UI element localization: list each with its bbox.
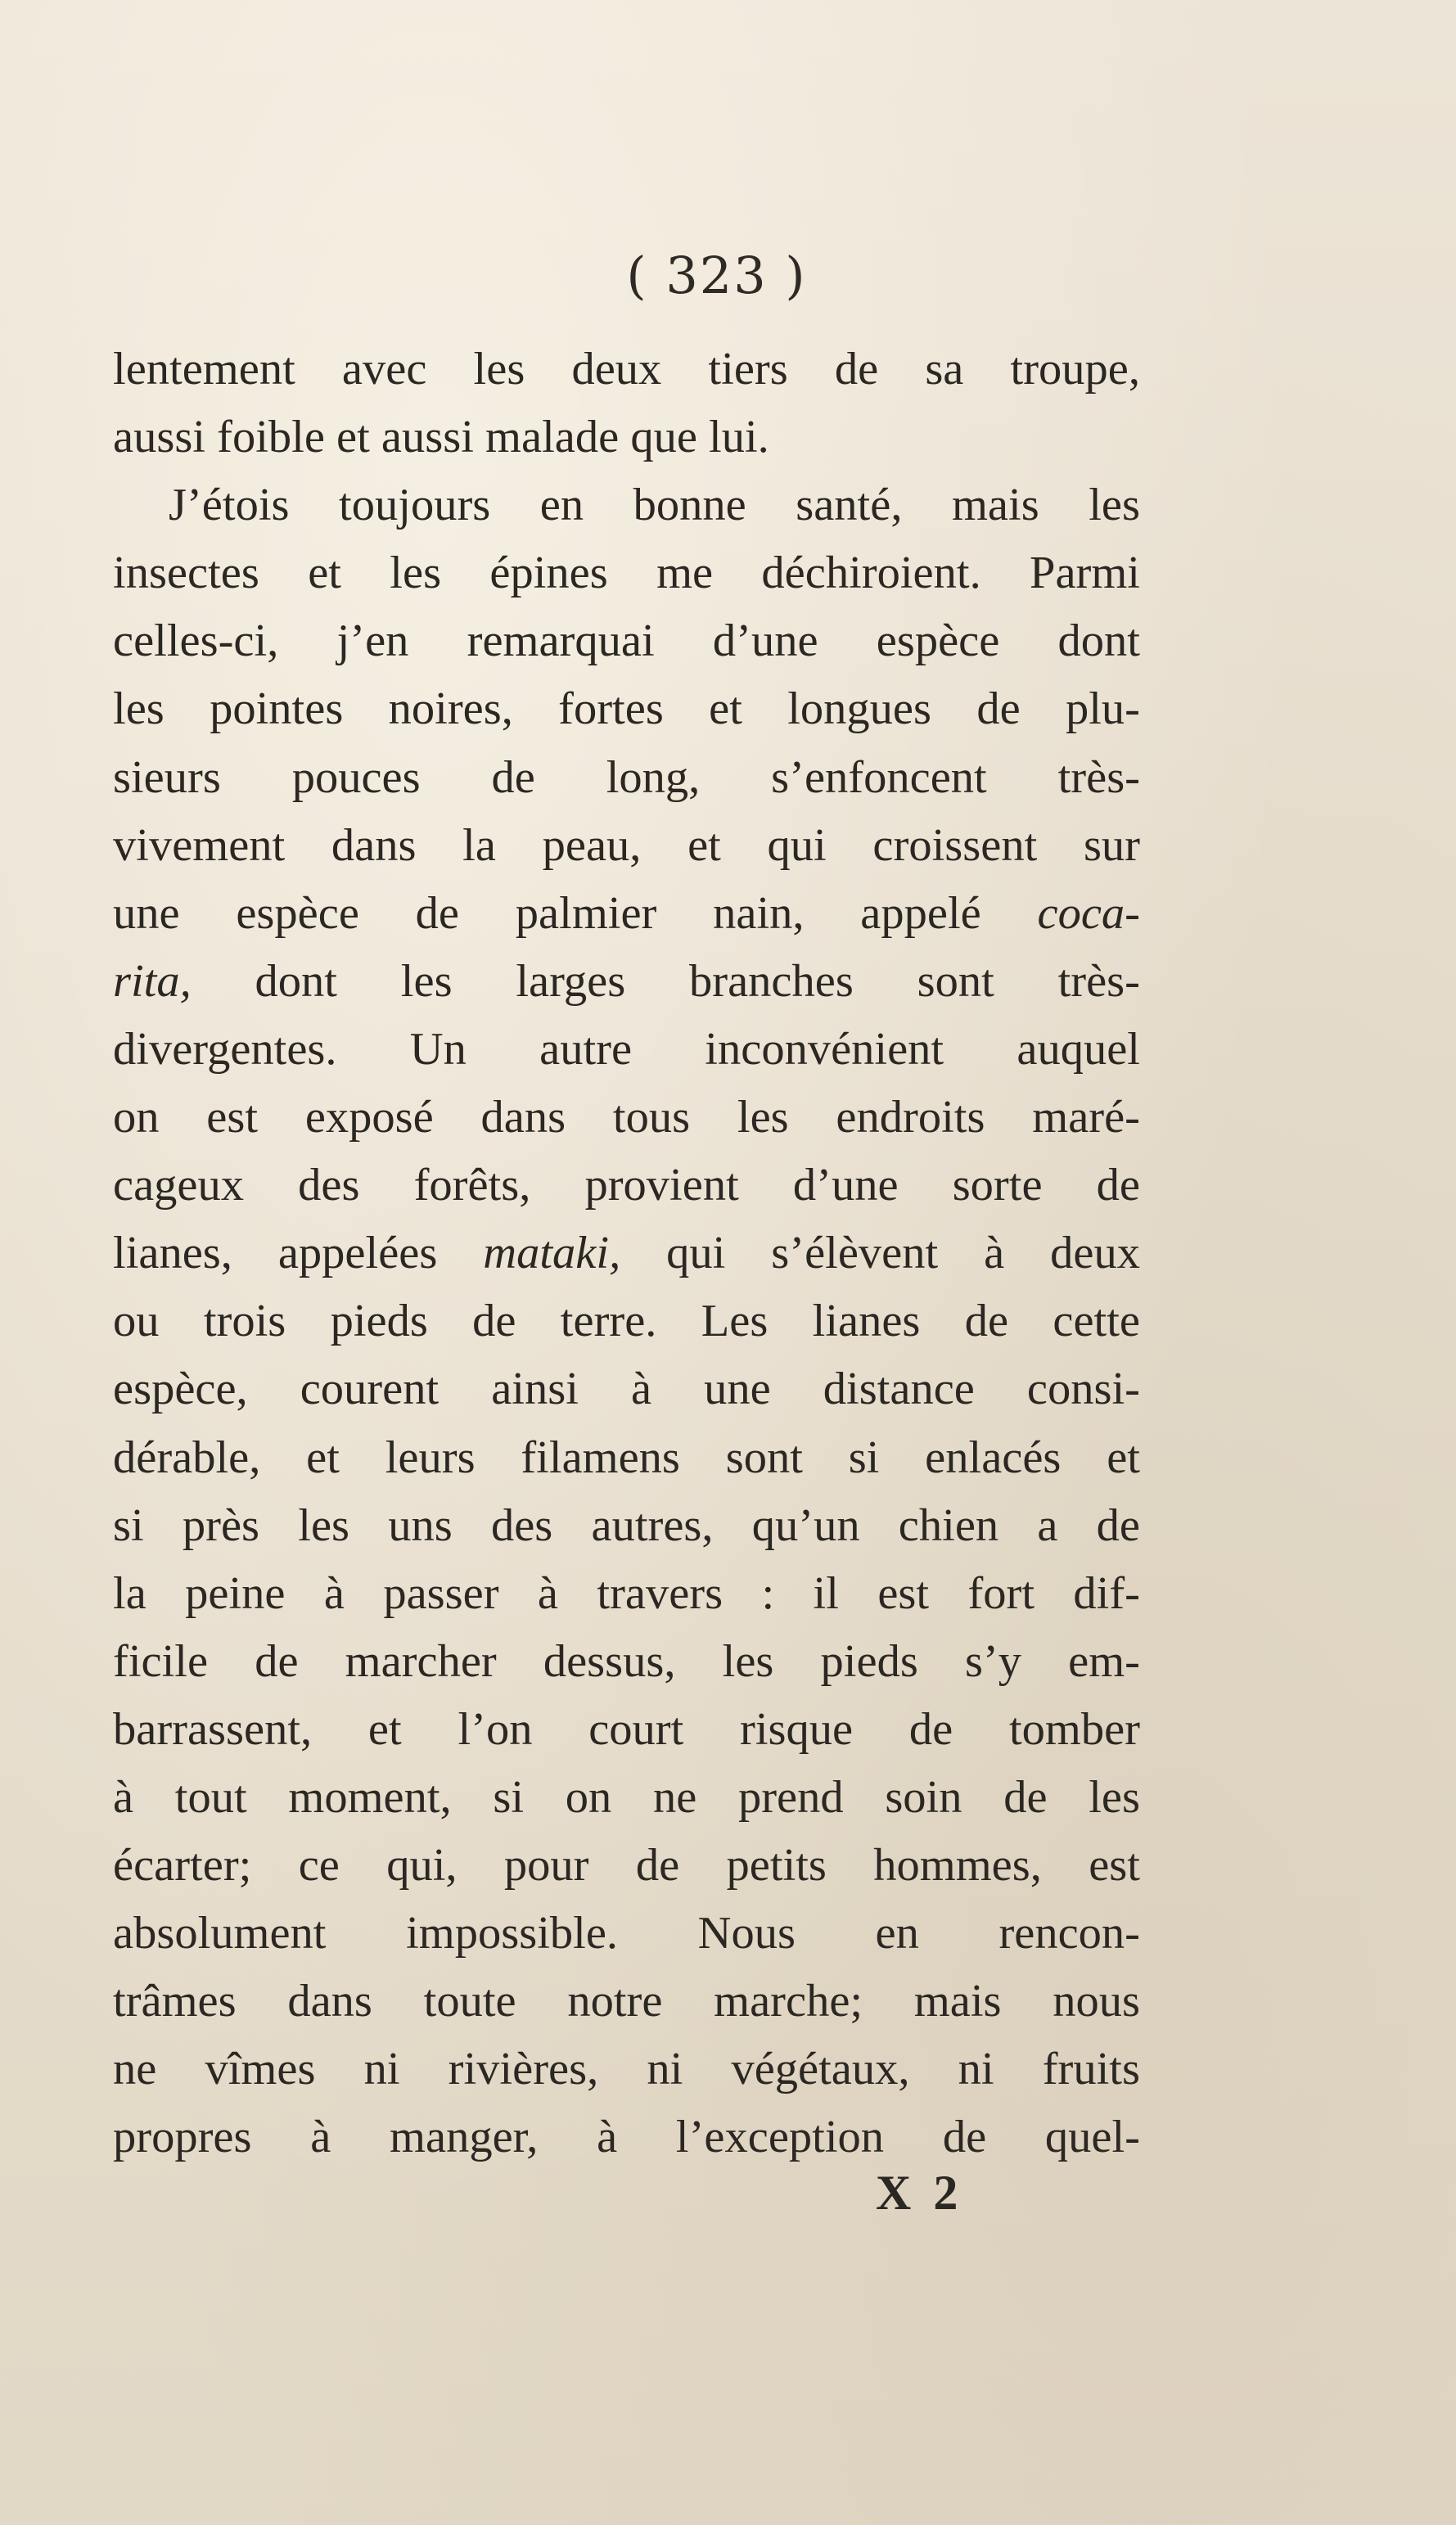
text-line: insectes et les épines me déchiroient. Parmi — [113, 548, 1140, 599]
text-line: espèce, courent ainsi à une distance consi- — [113, 1364, 1140, 1415]
body-text — [113, 336, 1140, 2172]
text-line: vivement dans la peau, et qui croissent sur — [113, 819, 1140, 871]
text-line: rita, dont les larges branches sont très- — [113, 955, 1140, 1007]
italic-term: coca- — [1037, 887, 1140, 939]
text-line: trâmes dans toute notre marche; mais nous — [113, 1976, 1140, 2027]
text-line: on est exposé dans tous les endroits maré- — [113, 1092, 1140, 1143]
text-line: cageux des forêts, provient d’une sorte de — [113, 1160, 1140, 1211]
text-line: propres à manger, à l’exception de quel- — [113, 2112, 1140, 2163]
italic-term: mataki, — [483, 1228, 621, 1279]
text-line: lianes, appelées mataki, qui s’élèvent à deux — [113, 1228, 1140, 1279]
text-line: absolument impossible. Nous en rencon- — [113, 1908, 1140, 1959]
text-line: à tout moment, si on ne prend soin de les — [113, 1771, 1140, 1823]
text-line: divergentes. Un autre inconvénient auquel — [113, 1023, 1140, 1075]
text-line: celles-ci, j’en remarquai d’une espèce dont — [113, 615, 1140, 667]
text-line: barrassent, et l’on court risque de tomber — [113, 1703, 1140, 1755]
text-line: une espèce de palmier nain, appelé coca- — [113, 887, 1140, 939]
text-line: écarter; ce qui, pour de petits hommes, est — [113, 1840, 1140, 1891]
text-line: J’étois toujours en bonne santé, mais les — [169, 480, 1140, 531]
signature-mark: X 2 — [876, 2166, 963, 2220]
text-line: aussi foible et aussi malade que lui. — [113, 412, 769, 463]
text-line: si près les uns des autres, qu’un chien a de — [113, 1499, 1140, 1551]
italic-term: rita, — [113, 955, 192, 1007]
text-line: ou trois pieds de terre. Les lianes de cette — [113, 1296, 1140, 1347]
text-line: la peine à passer à travers : il est fort dif- — [113, 1567, 1140, 1619]
text-line: ne vîmes ni rivières, ni végétaux, ni fruits — [113, 2044, 1140, 2095]
text-line: les pointes noires, fortes et longues de plu- — [113, 683, 1140, 735]
page-number-header: ( 323 ) — [626, 246, 807, 305]
text-line: lentement avec les deux tiers de sa troupe, — [113, 344, 1140, 395]
text-line: sieurs pouces de long, s’enfoncent très- — [113, 751, 1140, 803]
text-line: ficile de marcher dessus, les pieds s’y em- — [113, 1635, 1140, 1687]
text-line: dérable, et leurs filamens sont si enlacés et — [113, 1432, 1140, 1483]
